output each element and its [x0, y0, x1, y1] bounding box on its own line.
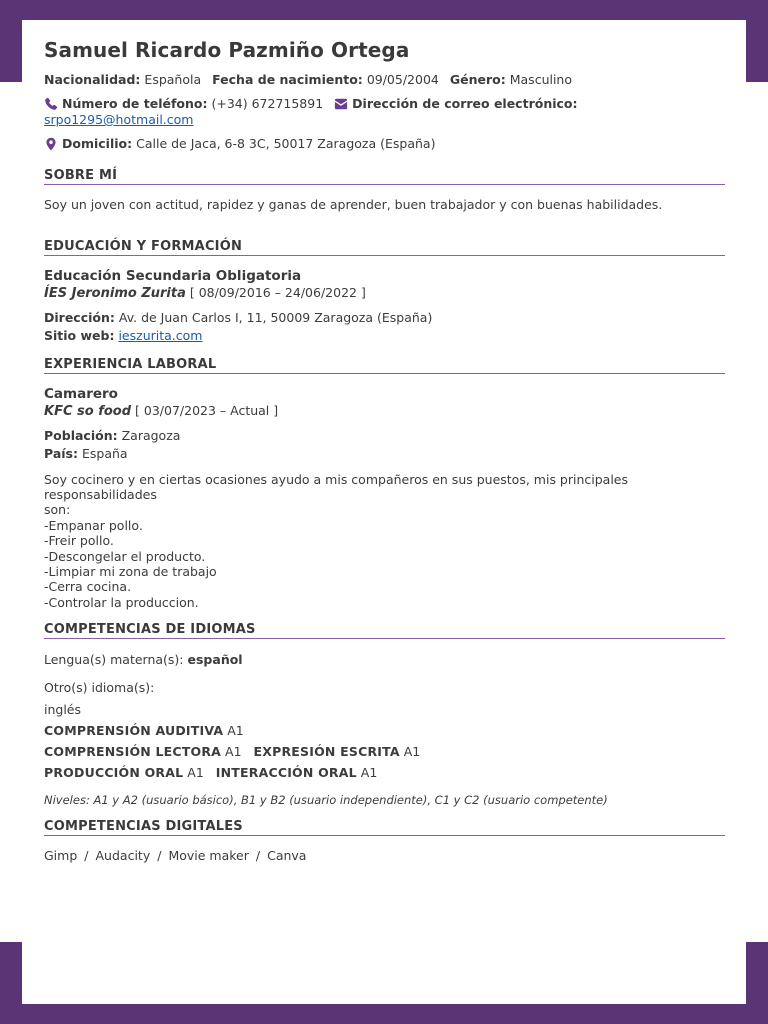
- digital-section: [44, 819, 725, 863]
- frame-right-top: [746, 0, 768, 82]
- education-address: Av. de Juan Carlos I, 11, 50009 Zaragoza (España): [118, 309, 433, 325]
- envelope-icon: [334, 97, 348, 111]
- frame-bottom-bar: [0, 1004, 768, 1024]
- tool-separator: /: [255, 848, 261, 864]
- about-text: Soy un joven con actitud, rapidez y ganas de aprender, buen trabajador y con buenas habilidades.: [44, 197, 663, 212]
- mother-tongue-value: español: [187, 652, 243, 668]
- nationality-label: Nacionalidad:: [44, 72, 141, 87]
- skill-row-spoken: [44, 762, 725, 783]
- experience-title: EXPERIENCIA LABORAL: [44, 357, 725, 374]
- experience-desc-line: -Freir pollo.: [44, 533, 114, 549]
- phone-icon: [44, 97, 58, 111]
- contact-row: [44, 96, 725, 128]
- experience-city: Zaragoza: [121, 427, 181, 443]
- phone-value: (+34) 672715891: [211, 96, 324, 111]
- skill-row-reading-writing: [44, 741, 725, 762]
- experience-entry-title: Camarero: [44, 385, 118, 402]
- education-web-label: Sitio web:: [44, 327, 115, 343]
- experience-city-label: Población:: [44, 427, 118, 443]
- experience-org-line: [44, 403, 725, 420]
- digital-title: COMPETENCIAS DIGITALES: [44, 819, 725, 836]
- levels-note: Niveles: A1 y A2 (usuario básico), B1 y B2 (usuario independiente), C1 y C2 (usuario competente): [44, 793, 608, 808]
- education-org-line: [44, 285, 725, 302]
- frame-left-top: [0, 0, 22, 82]
- about-title: SOBRE MÍ: [44, 168, 725, 185]
- gender-label: Género:: [449, 72, 506, 87]
- frame-left-bottom: [0, 942, 22, 1024]
- other-languages-label: Otro(s) idioma(s):: [44, 680, 155, 696]
- frame-right-bottom: [746, 942, 768, 1024]
- experience-desc-line: -Limpiar mi zona de trabajo: [44, 563, 217, 579]
- experience-section: [44, 357, 725, 611]
- personal-info-row: [44, 72, 725, 88]
- skill-row-listening: [44, 720, 725, 741]
- education-address-line: [44, 309, 725, 327]
- phone-label: Número de teléfono:: [62, 96, 208, 111]
- email-link[interactable]: srpo1295@hotmail.com: [44, 112, 194, 127]
- experience-desc-line: -Empanar pollo.: [44, 517, 143, 533]
- birth-value: 09/05/2004: [366, 72, 439, 87]
- education-section: [44, 239, 725, 345]
- email-label: Dirección de correo electrónico:: [352, 96, 578, 111]
- tool-separator: /: [84, 848, 89, 864]
- birth-label: Fecha de nacimiento:: [212, 72, 363, 87]
- reading-label: COMPRENSIÓN LECTORA: [44, 744, 222, 760]
- address-label: Domicilio:: [62, 136, 133, 151]
- listening-level: A1: [227, 723, 244, 739]
- about-section: [44, 168, 725, 213]
- experience-city-line: [44, 427, 725, 445]
- cv-name: Samuel Ricardo Pazmiño Ortega: [44, 38, 410, 62]
- experience-desc-line: Soy cocinero y en ciertas ocasiones ayudo a mis compañeros en sus puestos, mis principales responsabilidades: [44, 471, 629, 502]
- location-pin-icon: [44, 137, 58, 151]
- tool-separator: /: [157, 848, 162, 864]
- education-org: ÍES Jeronimo Zurita: [44, 285, 186, 301]
- languages-title: COMPETENCIAS DE IDIOMAS: [44, 622, 725, 639]
- education-dates: [ 08/09/2016 – 24/06/2022 ]: [189, 284, 366, 300]
- gender-value: Masculino: [509, 72, 573, 87]
- listening-label: COMPRENSIÓN AUDITIVA: [44, 723, 224, 739]
- digital-tools-list: [44, 848, 725, 863]
- experience-country: España: [81, 445, 128, 461]
- experience-org: KFC so food: [44, 403, 132, 419]
- spoken-interaction-level: A1: [360, 765, 378, 781]
- experience-desc-line: -Descongelar el producto.: [44, 548, 206, 564]
- experience-country-label: País:: [44, 445, 78, 461]
- cv-page: [44, 38, 725, 863]
- education-address-label: Dirección:: [44, 309, 115, 325]
- spoken-production-label: PRODUCCIÓN ORAL: [44, 765, 184, 781]
- other-language-name: inglés: [44, 702, 82, 718]
- experience-desc-line: -Controlar la produccion.: [44, 594, 199, 610]
- experience-desc-line: son:: [44, 502, 71, 518]
- digital-tool: Movie maker: [168, 848, 249, 864]
- education-entry-title: Educación Secundaria Obligatoria: [44, 267, 302, 284]
- mother-tongue-label: Lengua(s) materna(s):: [44, 652, 184, 668]
- digital-tool: Canva: [267, 848, 307, 864]
- experience-desc-line: -Cerra cocina.: [44, 579, 132, 595]
- mother-tongue-line: [44, 651, 725, 669]
- education-title: EDUCACIÓN Y FORMACIÓN: [44, 239, 725, 256]
- reading-level: A1: [225, 744, 242, 760]
- spoken-interaction-label: INTERACCIÓN ORAL: [215, 765, 357, 781]
- writing-level: A1: [403, 744, 421, 760]
- experience-dates: [ 03/07/2023 – Actual ]: [135, 402, 279, 418]
- experience-description: [44, 472, 725, 611]
- languages-section: [44, 622, 725, 808]
- address-row: [44, 136, 725, 152]
- experience-country-line: [44, 445, 725, 463]
- nationality-value: Española: [144, 72, 202, 87]
- digital-tool: Gimp: [44, 848, 78, 864]
- education-web-line: [44, 327, 725, 345]
- writing-label: EXPRESIÓN ESCRITA: [253, 744, 400, 760]
- spoken-production-level: A1: [187, 765, 204, 781]
- education-web-link[interactable]: ieszurita.com: [118, 327, 203, 343]
- frame-top-bar: [0, 0, 768, 20]
- address-value: Calle de Jaca, 6-8 3C, 50017 Zaragoza (España): [136, 136, 436, 151]
- digital-tool: Audacity: [95, 848, 151, 864]
